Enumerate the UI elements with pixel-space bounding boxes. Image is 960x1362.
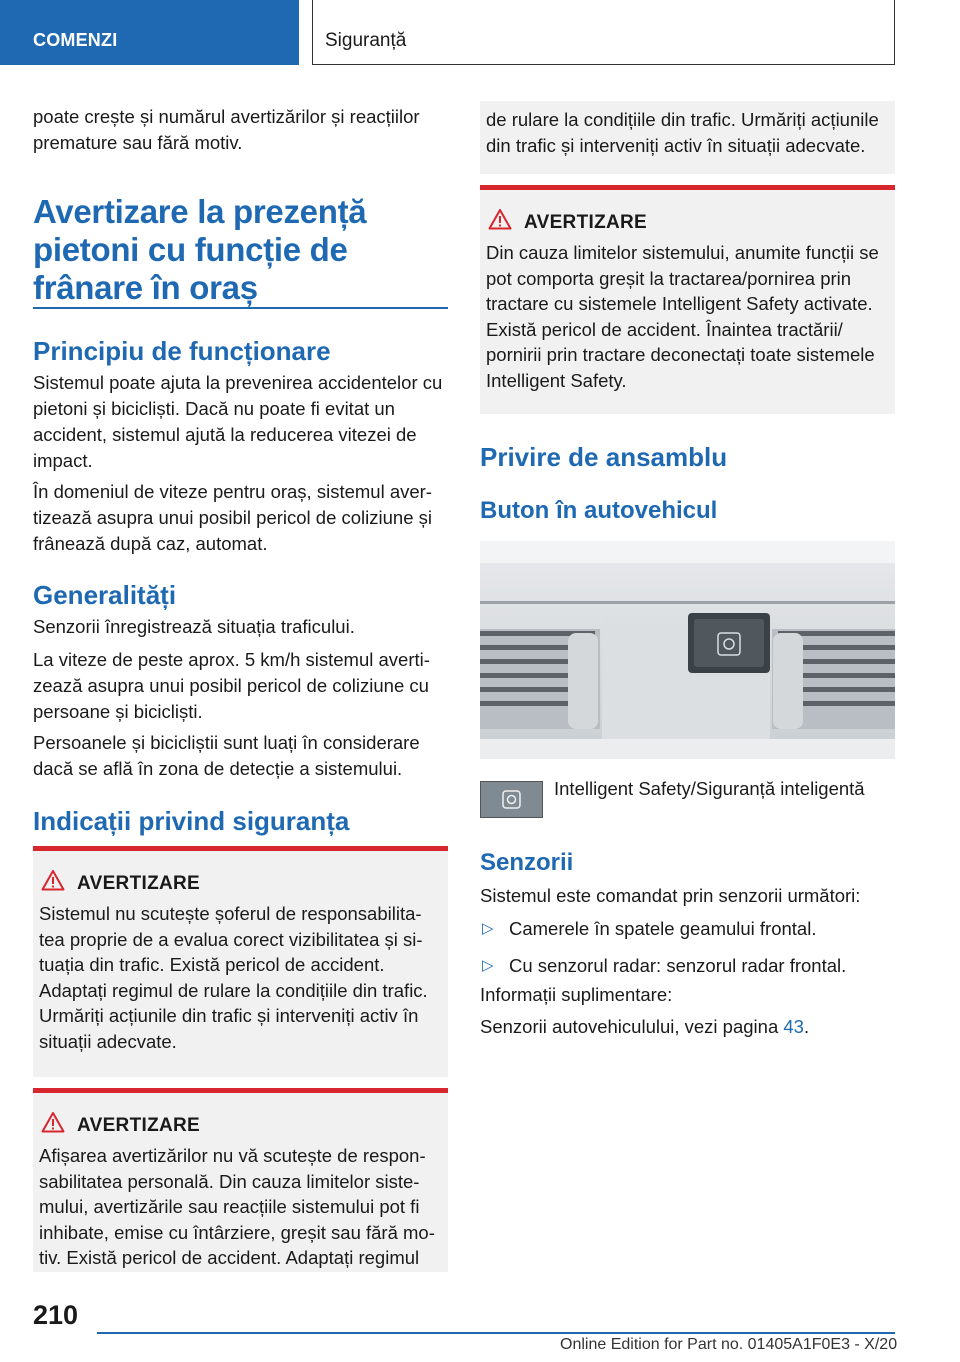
header-chapter-label: Siguranță [325,30,407,51]
page-link[interactable]: 43 [783,1016,804,1037]
intelligent-safety-button-icon [480,781,543,818]
triangle-bullet-icon: ▷ [482,920,494,937]
sensors-list [480,916,895,990]
warning-box-3 [480,185,895,414]
button-caption: Intelligent Safety/Siguranță inteligentă [554,778,865,799]
warning-triangle-icon [41,869,65,891]
principle-heading: Principiu de funcționare [33,336,331,366]
general-heading: Generalități [33,580,177,610]
header-section-label: COMENZI [33,30,118,50]
header-chapter-box [312,0,895,65]
sensors-paragraph: Sistemul este comandat prin senzorii următori: [480,885,861,906]
warning-triangle-icon [41,1111,65,1133]
principle-paragraph-2: În domeniul de viteze pentru oraș, sistemul aver-tizează asupra unui posibil pericol de coliziune și frânează după caz, automat. [33,481,433,554]
footer-rule [97,1332,895,1334]
general-paragraph-1: Senzorii înregistrează situația traficului. [33,616,355,637]
sensors-reference-text: Senzorii autovehiculului, vezi pagina [480,1016,779,1037]
list-item [480,953,895,979]
warning-2-title: AVERTIZARE [77,1115,200,1136]
sensors-reference-end: . [803,1016,810,1037]
continued-box [480,101,895,174]
intro-paragraph: poate crește și numărul avertizărilor și reacțiilor premature sau fără motiv. [33,106,420,153]
page-title: Avertizare la prezență pietoni cu funcție de frânare în oraș [33,193,367,306]
sensors-heading: Senzorii [480,849,574,876]
footer-text: Online Edition for Part no. 01405A1F0E3 - X/20 [560,1336,898,1353]
warning-1-text: Sistemul nu scutește șoferul de responsabilita-tea proprie de a evalua corect vizibilitatea și si-tuația din trafic. Există pericol de accident. Adaptați regimul de rulare la condițiile din trafic. Urmăriți acțiunile din trafic și interveniți activ în situații adecvate. [39,903,428,1052]
dashboard-button-photo [480,541,895,759]
general-paragraph-2: La viteze de peste aprox. 5 km/h sistemul averti-zează asupra unui posibil pericol de coliziune cu persoane și bicicliști. [33,649,430,722]
list-item [480,916,895,942]
warning-3-text: Din cauza limitelor sistemului, anumite funcții se pot comporta greșit la tractarea/pornirea prin tractare cu sistemele Intelligent Safety activate. Există pericol de accident. Înaintea tractării/ pornirii prin tractare deconectați toate sistemele Intelligent Safety. [486,242,879,391]
list-item-text: Cu senzorul radar: senzorul radar frontal. [509,955,847,976]
warning-1-title: AVERTIZARE [77,873,200,894]
continued-text: de rulare la condițiile din trafic. Urmăriți acțiunile din trafic și interveniți activ în situații adecvate. [486,109,879,156]
header-section-tab [0,0,299,65]
principle-paragraph-1: Sistemul poate ajuta la prevenirea accidentelor cu pietoni și bicicliști. Dacă nu poate fi evitat un accident, sistemul ajută la reducerea vitezei de impact. [33,372,443,471]
more-info-label: Informații suplimentare: [480,984,673,1005]
overview-heading: Privire de ansamblu [480,442,728,472]
warning-3-title: AVERTIZARE [524,212,647,233]
general-paragraph-3: Persoanele și bicicliștii sunt luați în considerare dacă se află în zona de detecție a sistemului. [33,732,420,779]
page-number: 210 [33,1300,79,1330]
warning-triangle-icon [488,208,512,230]
triangle-bullet-icon: ▷ [482,957,494,974]
title-rule [33,307,448,309]
sensors-reference [480,1014,895,1040]
warning-box-1 [33,846,448,1077]
safety-heading: Indicații privind siguranța [33,806,350,836]
button-heading: Buton în autovehicul [480,497,718,524]
warning-2-text: Afișarea avertizărilor nu vă scutește de respon-sabilitatea personală. Din cauza limitelor siste-mului, avertizările sau reacțiile sistemului pot fi inhibate, emise cu întârziere, greșit sau fără mo-tiv. Există pericol de accident. Adaptați regimul [39,1145,435,1268]
list-item-text: Camerele în spatele geamului frontal. [509,918,817,939]
warning-box-2 [33,1088,448,1272]
dashboard-illustration [480,541,895,759]
